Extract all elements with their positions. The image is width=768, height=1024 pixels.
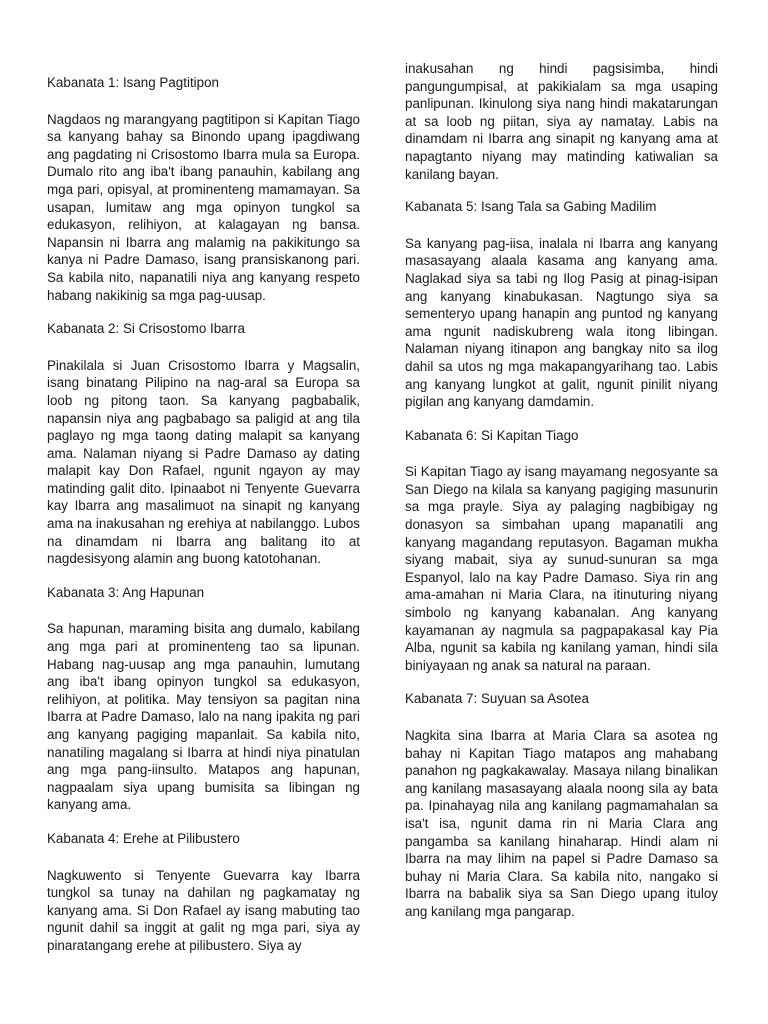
chapter-body: Sa kanyang pag-iisa, inalala ni Ibarra ang kanyang masasayang alaala kasama ang kanyang ama. Naglakad siya sa tabi ng Ilog Pasig at pinag-isipan ang kanyang kinabukasan. Nagtungo siya sa sementeryo upang hanapin ang puntod ng kanyang ama ngunit nadiskubreng wala itong libingan. Nalaman niyang itinapon ang bangkay nito sa ilog dahil sa utos ng mga makapangyarihang tao. Labis ang kanyang lungkot at galit, ngunit pinilit niyang pigilan ang kanyang damdamin.: [405, 235, 718, 410]
chapter-4-continued: [405, 60, 718, 183]
chapter-heading: Kabanata 3: Ang Hapunan: [47, 584, 205, 600]
chapter-body: Pinakilala si Juan Crisostomo Ibarra y Magsalin, isang binatang Pilipino na nag-aral sa Europa sa loob ng pitong taon. Sa kanyang pagbabalik, napansin niya ang pagbabago sa paligid at ang tila paglayo ng mga taong dating malapit sa kanyang ama. Nalaman niyang si Padre Damaso ay dating malapit kay Don Rafael, ngunit ngayon ay may matinding galit dito. Ipinaabot ni Tenyente Guevarra kay Ibarra ang masalimuot na sinapit ng kanyang ama na inakusahan ng erehiya at nabilanggo. Lubos na dinamdam ni Ibarra ang balitang ito at nagdesisyong alamin ang buong katotohanan.: [47, 357, 360, 567]
chapter-body: Sa hapunan, maraming bisita ang dumalo, kabilang ang mga pari at prominenteng tao sa lipunan. Habang nag-uusap ang mga panauhin, lumutang ang iba't ibang opinyon tungkol sa edukasyon, relihiyon, at politika. May tensiyon sa pagitan nina Ibarra at Padre Damaso, lalo na nang ipakita ng pari ang kanyang pagiging mapanlait. Sa kabila nito, nanatiling magalang si Ibarra at hindi niya pinatulan ang mga pang-iinsulto. Matapos ang hapunan, nagpaalam siya upang bumisita sa libingan ng kanyang ama.: [47, 621, 360, 813]
chapter-4: [47, 830, 360, 955]
chapter-heading: Kabanata 6: Si Kapitan Tiago: [405, 427, 579, 443]
chapter-heading: Kabanata 5: Isang Tala sa Gabing Madilim: [405, 199, 657, 215]
chapter-6: [405, 427, 718, 675]
chapter-heading: Kabanata 7: Suyuan sa Asotea: [405, 691, 589, 707]
chapter-body-part1: Nagkuwento si Tenyente Guevarra kay Ibarra tungkol sa tunay na dahilan ng pagkamatay ng kanyang ama. Si Don Rafael ay isang mabuting tao ngunit dahil sa inggit at galit ng mga pari, siya ay pinaratangang erehe at pilibustero. Siya ay: [47, 867, 360, 953]
chapter-5: [405, 198, 718, 411]
chapter-body: Si Kapitan Tiago ay isang mayamang negosyante sa San Diego na kilala sa kanyang pagiging masunurin sa mga prayle. Siya ay palaging nagbibigay ng donasyon sa simbahan upang mapanatili ang kanyang magandang reputasyon. Bagaman mukha siyang mabait, siya ay sunud-sunuran sa mga Espanyol, lalo na kay Padre Damaso. Siya rin ang ama-amahan ni Maria Clara, na itinuturing niyang simbolo ng kanyang kabanalan. Ang kanyang kayamanan ay nagmula sa pagpapakasal kay Pia Alba, ngunit sa kabila ng kanilang yaman, hindi sila biniyayaan ng anak sa natural na paraan.: [405, 464, 718, 673]
chapter-1: [47, 74, 360, 304]
chapter-3: [47, 584, 360, 814]
chapter-heading: Kabanata 2: Si Crisostomo Ibarra: [47, 321, 245, 337]
chapter-heading: Kabanata 4: Erehe at Pilibustero: [47, 830, 240, 846]
chapter-heading: Kabanata 1: Isang Pagtitipon: [47, 75, 219, 90]
chapter-7: [405, 690, 718, 920]
right-column: [405, 60, 718, 937]
chapter-2: [47, 320, 360, 568]
chapter-body: Nagdaos ng marangyang pagtitipon si Kapitan Tiago sa kanyang bahay sa Binondo upang ipagdiwang ang pagdating ni Crisostomo Ibarra mula sa Europa. Dumalo rito ang iba't ibang panauhin, kabilang ang mga pari, opisyal, at prominenteng mamamayan. Sa usapan, lumitaw ang mga opinyon tungkol sa edukasyon, relihiyon, at kalagayan ng bansa. Napansin ni Ibarra ang malamig na pakikitungo sa kanya ni Padre Damaso, isang pransiskanong pari. Sa kabila nito, napanatili niya ang kanyang respeto habang nakikinig sa mga pag-uusap.: [47, 111, 360, 303]
left-column: [47, 74, 360, 971]
chapter-body: Nagkita sina Ibarra at Maria Clara sa asotea ng bahay ni Kapitan Tiago matapos ang mahabang panahon ng pagkakawalay. Masaya nilang binalikan ang kanilang masasayang alaala noong sila ay bata pa. Ipinahayag nila ang kanilang pagmamahalan sa isa't isa, ngunit dama rin ni Maria Clara ang pangamba sa kanilang hinaharap. Hindi alam ni Ibarra na may lihim na papel si Padre Damaso sa buhay ni Maria Clara. Sa kabila nito, nangako si Ibarra na babalik siya sa San Diego upang ituloy ang kanilang mga pangarap.: [405, 728, 718, 919]
chapter-body-part2: inakusahan ng hindi pagsisimba, hindi pangungumpisal, at pakikialam sa mga usaping panlipunan. Ikinulong siya nang hindi makatarungan at sa loob ng piitan, siya ay namatay. Labis na dinamdam ni Ibarra ang sinapit ng kanyang ama at napagtanto niyang may matinding katiwalian sa kanilang bayan.: [405, 61, 718, 182]
